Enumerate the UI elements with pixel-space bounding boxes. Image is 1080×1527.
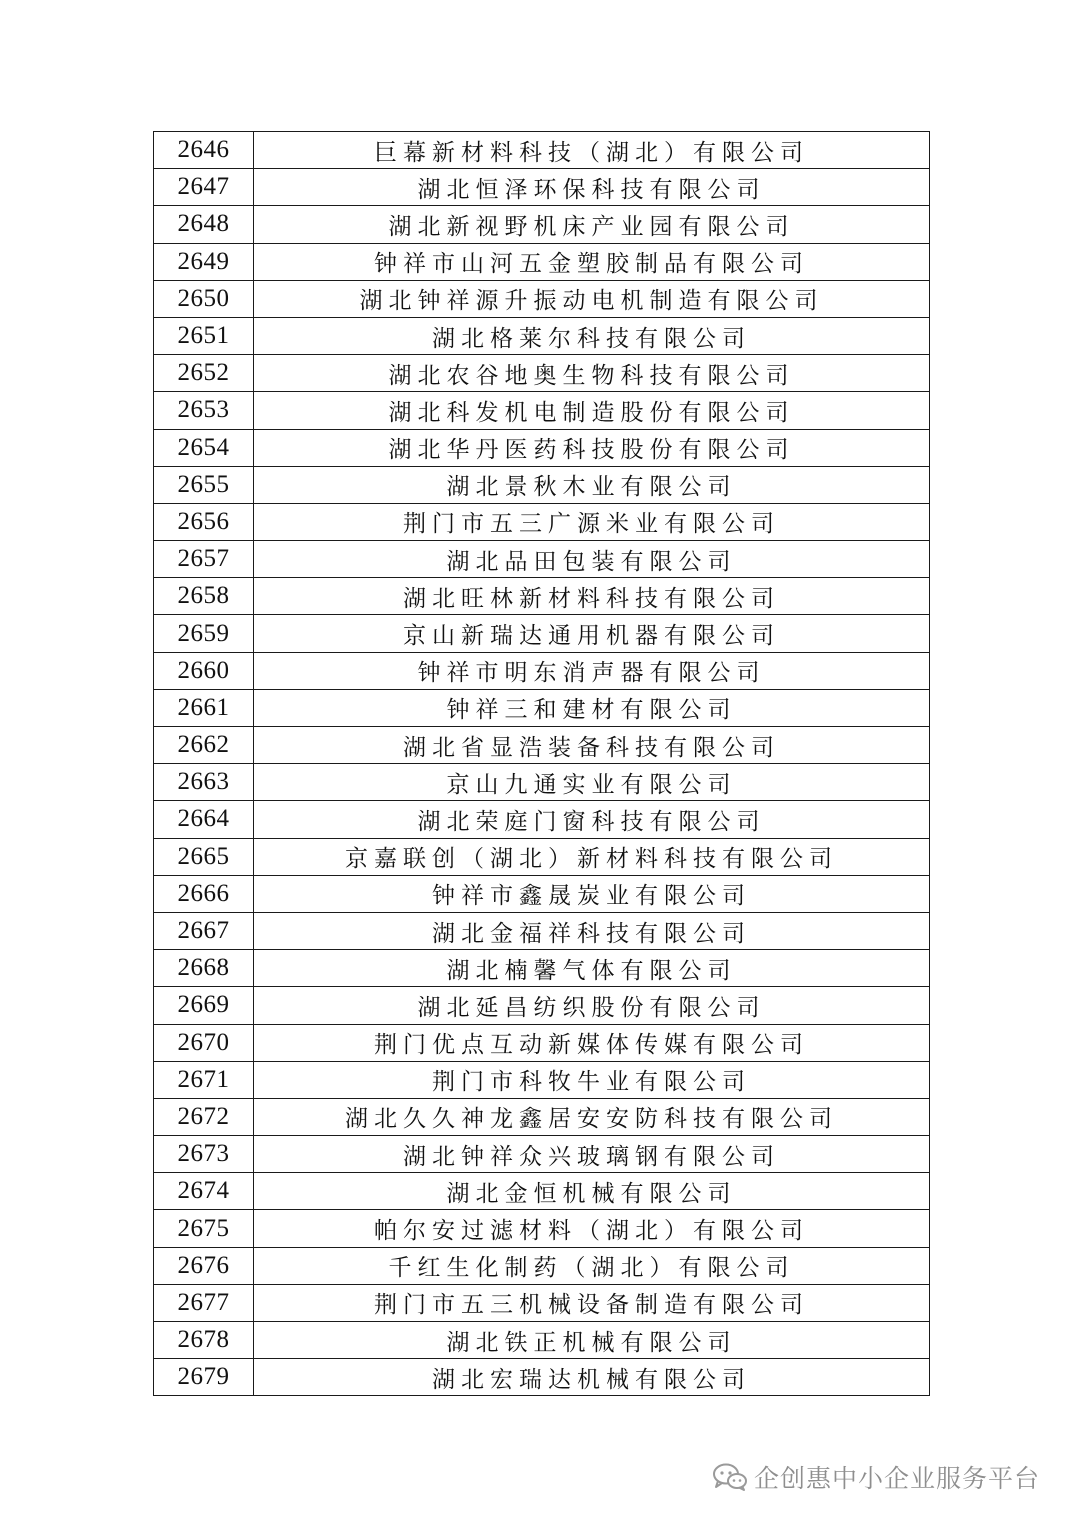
row-number: 2675 <box>154 1210 254 1247</box>
table-row <box>154 1098 930 1135</box>
company-name: 钟祥市山河五金塑胶制品有限公司 <box>254 243 930 280</box>
company-name: 湖北钟祥众兴玻璃钢有限公司 <box>254 1136 930 1173</box>
company-name: 钟祥三和建材有限公司 <box>254 689 930 726</box>
row-number: 2657 <box>154 541 254 578</box>
table-row <box>154 1359 930 1396</box>
row-number: 2667 <box>154 912 254 949</box>
row-number: 2669 <box>154 987 254 1024</box>
table-row <box>154 169 930 206</box>
row-number: 2676 <box>154 1247 254 1284</box>
table-row <box>154 1284 930 1321</box>
row-number: 2659 <box>154 615 254 652</box>
company-name: 巨幕新材料科技（湖北）有限公司 <box>254 132 930 169</box>
company-name: 湖北恒泽环保科技有限公司 <box>254 169 930 206</box>
row-number: 2648 <box>154 206 254 243</box>
row-number: 2677 <box>154 1284 254 1321</box>
row-number: 2674 <box>154 1173 254 1210</box>
company-name: 湖北延昌纺织股份有限公司 <box>254 987 930 1024</box>
table-row <box>154 280 930 317</box>
company-name: 京山九通实业有限公司 <box>254 764 930 801</box>
company-name: 钟祥市明东消声器有限公司 <box>254 652 930 689</box>
table-row <box>154 1136 930 1173</box>
row-number: 2660 <box>154 652 254 689</box>
table-row <box>154 392 930 429</box>
row-number: 2671 <box>154 1061 254 1098</box>
company-name: 湖北金恒机械有限公司 <box>254 1173 930 1210</box>
company-name: 京山新瑞达通用机器有限公司 <box>254 615 930 652</box>
company-name: 湖北科发机电制造股份有限公司 <box>254 392 930 429</box>
table-row <box>154 652 930 689</box>
company-name: 湖北铁正机械有限公司 <box>254 1322 930 1359</box>
table-row <box>154 1024 930 1061</box>
table-row <box>154 1061 930 1098</box>
company-name: 湖北景秋木业有限公司 <box>254 466 930 503</box>
company-list-body <box>154 132 930 1396</box>
watermark-text: 企创惠中小企业服务平台 <box>754 1464 1041 1493</box>
row-number: 2656 <box>154 503 254 540</box>
row-number: 2649 <box>154 243 254 280</box>
company-list-table <box>153 131 930 1396</box>
row-number: 2655 <box>154 466 254 503</box>
company-name: 帕尔安过滤材料（湖北）有限公司 <box>254 1210 930 1247</box>
table-row <box>154 1247 930 1284</box>
company-name: 湖北农谷地奥生物科技有限公司 <box>254 355 930 392</box>
table-row <box>154 132 930 169</box>
company-name: 湖北华丹医药科技股份有限公司 <box>254 429 930 466</box>
company-name: 荆门优点互动新媒体传媒有限公司 <box>254 1024 930 1061</box>
company-name: 湖北新视野机床产业园有限公司 <box>254 206 930 243</box>
row-number: 2663 <box>154 764 254 801</box>
row-number: 2653 <box>154 392 254 429</box>
table-row <box>154 1173 930 1210</box>
table-row <box>154 466 930 503</box>
row-number: 2678 <box>154 1322 254 1359</box>
company-name: 湖北省显浩装备科技有限公司 <box>254 727 930 764</box>
row-number: 2652 <box>154 355 254 392</box>
table-row <box>154 1322 930 1359</box>
row-number: 2661 <box>154 689 254 726</box>
row-number: 2672 <box>154 1098 254 1135</box>
table-row <box>154 689 930 726</box>
row-number: 2662 <box>154 727 254 764</box>
company-name: 湖北久久神龙鑫居安安防科技有限公司 <box>254 1098 930 1135</box>
table-row <box>154 801 930 838</box>
table-row <box>154 503 930 540</box>
row-number: 2665 <box>154 838 254 875</box>
row-number: 2666 <box>154 875 254 912</box>
row-number: 2673 <box>154 1136 254 1173</box>
row-number: 2646 <box>154 132 254 169</box>
table-row <box>154 1210 930 1247</box>
table-row <box>154 206 930 243</box>
company-name: 荆门市五三机械设备制造有限公司 <box>254 1284 930 1321</box>
table-row <box>154 615 930 652</box>
row-number: 2651 <box>154 317 254 354</box>
company-name: 京嘉联创（湖北）新材料科技有限公司 <box>254 838 930 875</box>
table-row <box>154 764 930 801</box>
company-name: 钟祥市鑫晟炭业有限公司 <box>254 875 930 912</box>
table-row <box>154 317 930 354</box>
row-number: 2670 <box>154 1024 254 1061</box>
watermark <box>712 1455 1040 1499</box>
company-name: 荆门市五三广源米业有限公司 <box>254 503 930 540</box>
company-name: 湖北荣庭门窗科技有限公司 <box>254 801 930 838</box>
row-number: 2647 <box>154 169 254 206</box>
table-row <box>154 950 930 987</box>
table-row <box>154 875 930 912</box>
row-number: 2654 <box>154 429 254 466</box>
company-name: 湖北金福祥科技有限公司 <box>254 912 930 949</box>
row-number: 2668 <box>154 950 254 987</box>
table-row <box>154 987 930 1024</box>
company-name: 荆门市科牧牛业有限公司 <box>254 1061 930 1098</box>
row-number: 2664 <box>154 801 254 838</box>
table-row <box>154 578 930 615</box>
row-number: 2650 <box>154 280 254 317</box>
table-row <box>154 429 930 466</box>
table-row <box>154 727 930 764</box>
company-name: 湖北品田包装有限公司 <box>254 541 930 578</box>
company-name: 湖北宏瑞达机械有限公司 <box>254 1359 930 1396</box>
table-row <box>154 355 930 392</box>
company-name: 湖北旺林新材料科技有限公司 <box>254 578 930 615</box>
row-number: 2658 <box>154 578 254 615</box>
company-name: 湖北钟祥源升振动电机制造有限公司 <box>254 280 930 317</box>
wechat-icon <box>712 1462 748 1492</box>
table-row <box>154 912 930 949</box>
table-row <box>154 541 930 578</box>
table-row <box>154 243 930 280</box>
company-name: 千红生化制药（湖北）有限公司 <box>254 1247 930 1284</box>
company-name: 湖北楠馨气体有限公司 <box>254 950 930 987</box>
table-row <box>154 838 930 875</box>
company-name: 湖北格莱尔科技有限公司 <box>254 317 930 354</box>
row-number: 2679 <box>154 1359 254 1396</box>
